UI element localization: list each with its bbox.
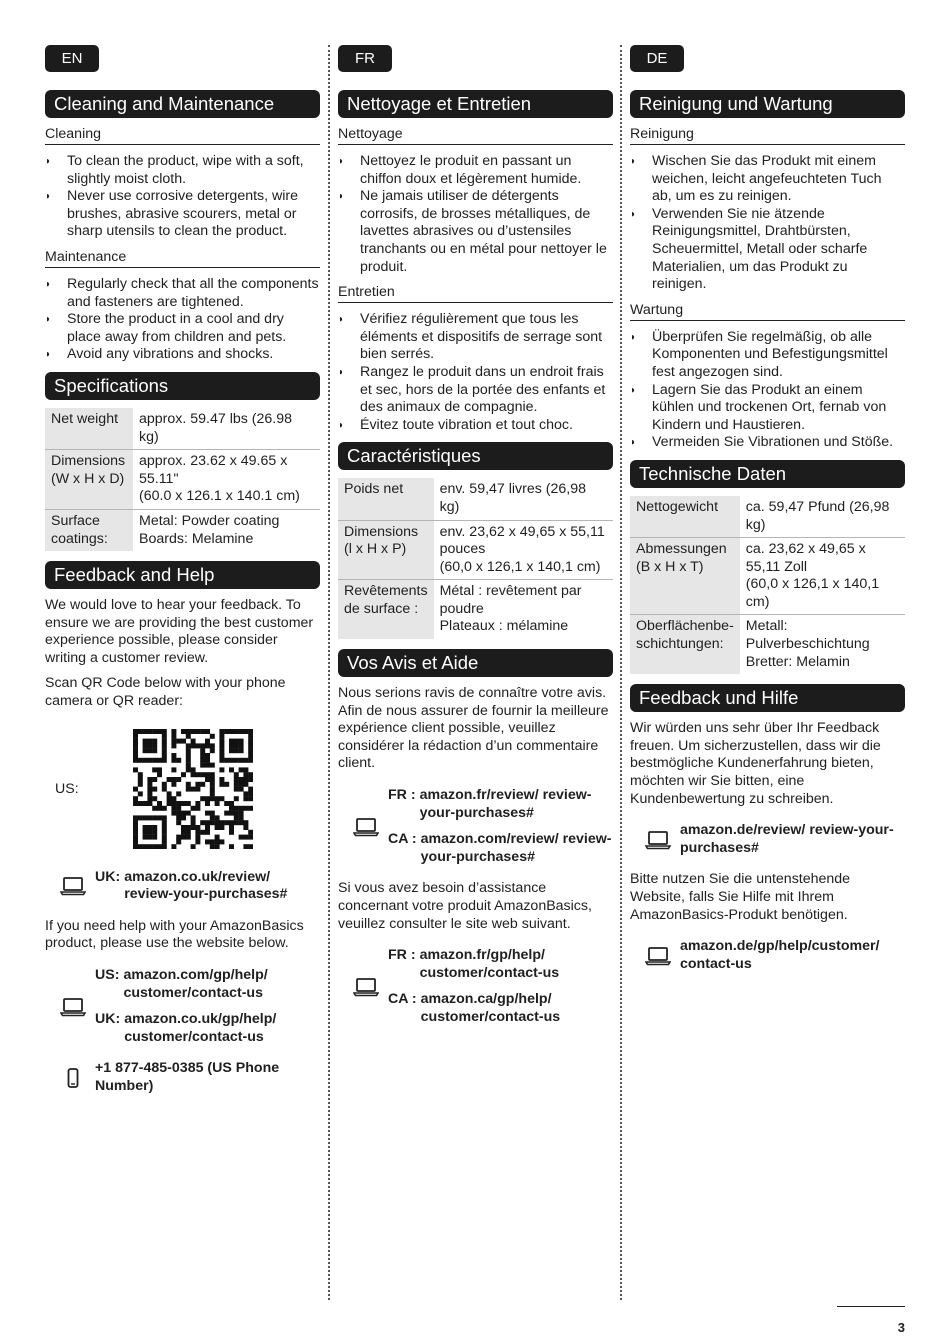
- link-url[interactable]: amazon.de/review/ review-your-purchases#: [680, 822, 894, 856]
- help-text: If you need help with your AmazonBasics product, please use the website below.: [45, 917, 304, 952]
- bullet-icon: ◗: [45, 314, 52, 326]
- link-list: [388, 787, 613, 866]
- link-url[interactable]: amazon.de/gp/help/customer/ contact-us: [680, 938, 880, 972]
- link-region: CA :: [388, 831, 417, 848]
- list-item-text: Lagern Sie das Produkt an einem kühlen und trockenen Ort, fernab von Kindern und Haustieren.: [652, 381, 887, 433]
- link-url[interactable]: amazon.fr/gp/help/ customer/contact-us: [419, 947, 560, 981]
- qr-region-label: US:: [55, 780, 79, 797]
- laptop-icon: [45, 876, 95, 896]
- section-title-specifications: Specifications: [45, 372, 320, 400]
- bullet-icon: ◗: [45, 278, 52, 290]
- spec-value: [740, 538, 905, 615]
- laptop-icon: [630, 946, 680, 966]
- link-block: [630, 822, 905, 857]
- spec-key: Poids net: [338, 478, 434, 520]
- list-item-text: Évitez toute vibration et tout choc.: [360, 416, 573, 433]
- spec-value: [133, 509, 320, 551]
- list-item-text: Vermeiden Sie Vibrationen und Stöße.: [652, 434, 894, 451]
- list-item: [45, 153, 320, 188]
- list-item-text: Verwenden Sie nie ätzende Reinigungsmittel, Drahtbürsten, Scheuermittel, Metall oder scharfe Materialien, um das Produkt zu reinigen.: [652, 205, 868, 293]
- column-divider: [328, 45, 330, 1300]
- bullet-list: [45, 276, 320, 364]
- spec-table: [630, 496, 905, 674]
- bullet-list: [630, 153, 905, 294]
- spec-value-line: Plateaux : mélamine: [439, 618, 569, 635]
- list-item-text: Überprüfen Sie regelmäßig, ob alle Komponenten und Befestigungsmittel fest angezogen sind.: [652, 328, 888, 380]
- list-item: [630, 206, 905, 294]
- link-list: [95, 1060, 320, 1095]
- spec-value: [740, 615, 905, 674]
- link-url[interactable]: amazon.com/review/ review-your-purchases#: [420, 831, 612, 865]
- spec-value: [434, 478, 613, 520]
- bullet-icon: ◗: [338, 156, 345, 167]
- link-region: FR :: [388, 787, 416, 804]
- bullet-icon: ◗: [338, 366, 345, 378]
- column-divider: [620, 45, 622, 1300]
- section-title-feedback: Vos Avis et Aide: [338, 649, 613, 677]
- language-tag: EN: [45, 45, 99, 72]
- list-item: [338, 311, 613, 364]
- spec-table: [338, 478, 613, 639]
- spec-value-line: ca. 59,47 Pfund (26,98 kg): [745, 498, 890, 533]
- list-item: [338, 364, 613, 417]
- feedback-text: Wir würden uns sehr über Ihr Feedback freuen. Um sicherzustellen, dass wir die bestmögliche Kundenerfahrung bieten, möchten wir Sie bitten, eine Kundenbewertung zu schreiben.: [630, 720, 881, 807]
- spec-value-line: approx. 59.47 lbs (26.98 kg): [139, 410, 293, 445]
- spec-value-line: ca. 23,62 x 49,65 x 55,11 Zoll: [745, 541, 866, 575]
- list-item-text: Avoid any vibrations and shocks.: [67, 346, 274, 363]
- link-list: [95, 967, 320, 1046]
- link-region: CA :: [388, 991, 417, 1008]
- spec-row: [630, 496, 905, 538]
- list-item: [630, 434, 905, 452]
- subheading-cleaning: Nettoyage: [338, 126, 613, 145]
- spec-key: Surface coatings:: [45, 509, 133, 551]
- laptop-icon: [338, 977, 388, 997]
- link-entry: [388, 947, 613, 982]
- section-title-cleaning: Nettoyage et Entretien: [338, 90, 613, 118]
- list-item-text: Store the product in a cool and dry place away from children and pets.: [67, 311, 287, 345]
- link-block: [45, 967, 320, 1046]
- link-entry: [388, 831, 613, 866]
- bullet-icon: ◗: [45, 349, 52, 361]
- subheading-cleaning: Cleaning: [45, 126, 320, 145]
- footer-rule: [837, 1306, 905, 1307]
- list-item: [338, 153, 613, 188]
- spec-value: [434, 580, 613, 639]
- list-item-text: Regularly check that all the components and fasteners are tightened.: [67, 275, 319, 310]
- link-url[interactable]: amazon.co.uk/review/ review-your-purchases#: [124, 868, 288, 903]
- spec-value-line: (60,0 x 126,1 x 140,1 cm): [439, 558, 601, 575]
- link-region: UK:: [95, 868, 121, 885]
- section-title-specifications: Technische Daten: [630, 460, 905, 488]
- link-entry: [680, 822, 905, 857]
- spec-value-line: Bretter: Melamin: [745, 653, 850, 670]
- bullet-list: [338, 153, 613, 276]
- link-entry: [388, 787, 613, 822]
- column-en: [45, 45, 320, 1110]
- link-url[interactable]: amazon.ca/gp/help/ customer/contact-us: [420, 991, 561, 1025]
- section-title-cleaning: Cleaning and Maintenance: [45, 90, 320, 118]
- spec-key: Abmessungen (B x H x T): [630, 538, 740, 615]
- list-item: [630, 329, 905, 382]
- bullet-list: [45, 153, 320, 241]
- link-list: [95, 869, 320, 904]
- link-entry: [95, 1060, 320, 1095]
- spec-value-line: env. 23,62 x 49,65 x 55,11 pouces: [439, 523, 605, 558]
- link-entry: [95, 869, 320, 904]
- list-item-text: Vérifiez régulièrement que tous les éléments et dispositifs de serrage sont bien serrés.: [360, 311, 603, 363]
- spec-key: Revêtements de surface :: [338, 580, 434, 639]
- qr-row: [45, 729, 320, 849]
- spec-value-line: approx. 23.62 x 49.65 x 55.11": [139, 453, 288, 487]
- list-item: [45, 276, 320, 311]
- spec-value-line: env. 59,47 livres (26,98 kg): [439, 481, 587, 515]
- spec-value-line: (60.0 x 126.1 x 140.1 cm): [139, 488, 300, 505]
- spec-value: [434, 520, 613, 580]
- list-item-text: Nettoyez le produit en passant un chiffon doux et légèrement humide.: [360, 153, 582, 187]
- subheading-maintenance: Entretien: [338, 284, 613, 303]
- link-region: UK:: [95, 1011, 121, 1028]
- bullet-list: [338, 311, 613, 434]
- list-item: [45, 311, 320, 346]
- spec-value-line: Boards: Melamine: [139, 530, 254, 547]
- bullet-icon: ◗: [45, 156, 52, 167]
- link-list: [680, 938, 905, 973]
- qr-code: [133, 729, 253, 849]
- list-item: [630, 382, 905, 435]
- spec-value-line: (60,0 x 126,1 x 140,1 cm): [745, 576, 880, 610]
- subheading-maintenance: Maintenance: [45, 249, 320, 268]
- link-url[interactable]: amazon.com/gp/help/ customer/contact-us: [123, 967, 268, 1001]
- subheading-maintenance: Wartung: [630, 302, 905, 321]
- spec-key: Net weight: [45, 408, 133, 450]
- list-item-text: Wischen Sie das Produkt mit einem weichen, leicht angefeuchteten Tuch ab, um es zu reinigen.: [652, 153, 882, 205]
- link-list: [680, 822, 905, 857]
- list-item: [630, 153, 905, 206]
- bullet-icon: ◗: [338, 419, 345, 431]
- spec-value: [740, 496, 905, 538]
- bullet-icon: ◗: [630, 156, 637, 167]
- list-item-text: Never use corrosive detergents, wire brushes, abrasive scourers, metal or sharp utensils to clean the product.: [67, 188, 299, 240]
- column-fr: [338, 45, 613, 1041]
- bullet-icon: ◗: [630, 437, 637, 449]
- link-entry: [95, 967, 320, 1002]
- spec-value: [133, 408, 320, 450]
- bullet-icon: ◗: [338, 314, 345, 326]
- help-text: Si vous avez besoin d’assistance concernant votre produit AmazonBasics, veuillez consulter le site web suivant.: [338, 880, 592, 932]
- laptop-icon: [338, 817, 388, 837]
- spec-row: [45, 450, 320, 510]
- spec-key: Nettogewicht: [630, 496, 740, 538]
- spec-row: [45, 509, 320, 551]
- spec-value-line: Metall: Pulverbeschichtung: [745, 618, 870, 653]
- spec-table: [45, 408, 320, 551]
- language-tag: FR: [338, 45, 392, 72]
- page-number: 3: [897, 1320, 905, 1335]
- link-block: [338, 787, 613, 866]
- laptop-icon: [630, 830, 680, 850]
- spec-value-line: Metal: Powder coating: [139, 512, 280, 529]
- bullet-icon: ◗: [630, 208, 637, 220]
- list-item: [338, 417, 613, 435]
- column-de: [630, 45, 905, 987]
- scan-instructions: Scan QR Code below with your phone camera or QR reader:: [45, 675, 286, 710]
- spec-value: [133, 450, 320, 510]
- list-item-text: Rangez le produit dans un endroit frais et sec, hors de la portée des enfants et des animaux de compagnie.: [360, 363, 606, 416]
- list-item-text: To clean the product, wipe with a soft, slightly moist cloth.: [67, 153, 304, 187]
- spec-key: Dimensions (l x H x P): [338, 520, 434, 580]
- link-entry: [388, 991, 613, 1026]
- laptop-icon: [45, 997, 95, 1017]
- spec-row: [338, 478, 613, 520]
- link-block: [630, 938, 905, 973]
- link-block: [45, 869, 320, 904]
- bullet-list: [630, 329, 905, 452]
- feedback-text: Nous serions ravis de connaître votre avis. Afin de nous assurer de fournir la meilleure expérience client possible, veuillez considérer la rédaction d’un commentaire client.: [338, 685, 609, 772]
- bullet-icon: ◗: [630, 331, 637, 343]
- link-entry: [680, 938, 905, 973]
- bullet-icon: ◗: [338, 191, 345, 203]
- spec-value-line: Métal : revêtement par poudre: [439, 583, 582, 617]
- help-text: Bitte nutzen Sie die untenstehende Website, falls Sie Hilfe mit Ihrem AmazonBasics-Produkt benötigen.: [630, 871, 851, 923]
- bullet-icon: ◗: [630, 384, 637, 396]
- list-item: [45, 346, 320, 364]
- section-title-feedback: Feedback und Hilfe: [630, 684, 905, 712]
- spec-row: [338, 520, 613, 580]
- link-block: [45, 1060, 320, 1095]
- link-region: FR :: [388, 947, 416, 964]
- link-region: US:: [95, 967, 120, 984]
- spec-row: [338, 580, 613, 639]
- list-item: [45, 188, 320, 241]
- section-title-specifications: Caractéristiques: [338, 442, 613, 470]
- spec-row: [630, 538, 905, 615]
- bullet-icon: ◗: [45, 191, 52, 203]
- link-url[interactable]: amazon.co.uk/gp/help/ customer/contact-us: [124, 1011, 277, 1045]
- link-list: [388, 947, 613, 1026]
- language-tag: DE: [630, 45, 684, 72]
- section-title-cleaning: Reinigung und Wartung: [630, 90, 905, 118]
- phone-number[interactable]: +1 877-485-0385 (US Phone Number): [95, 1060, 280, 1094]
- subheading-cleaning: Reinigung: [630, 126, 905, 145]
- spec-row: [630, 615, 905, 674]
- spec-key: Oberflächenbe-schichtungen:: [630, 615, 740, 674]
- list-item: [338, 188, 613, 276]
- section-title-feedback: Feedback and Help: [45, 561, 320, 589]
- feedback-text: We would love to hear your feedback. To ensure we are providing the best customer experience possible, please consider writing a customer review.: [45, 597, 314, 666]
- phone-icon: [45, 1068, 95, 1088]
- spec-row: [45, 408, 320, 450]
- spec-key: Dimensions (W x H x D): [45, 450, 133, 510]
- list-item-text: Ne jamais utiliser de détergents corrosifs, de brosses métalliques, de lavettes abrasives ou d’ustensiles tranchants ou en métal pour nettoyer le produit.: [360, 188, 607, 275]
- link-entry: [95, 1011, 320, 1046]
- link-url[interactable]: amazon.fr/review/ review-your-purchases#: [419, 787, 592, 821]
- link-block: [338, 947, 613, 1026]
